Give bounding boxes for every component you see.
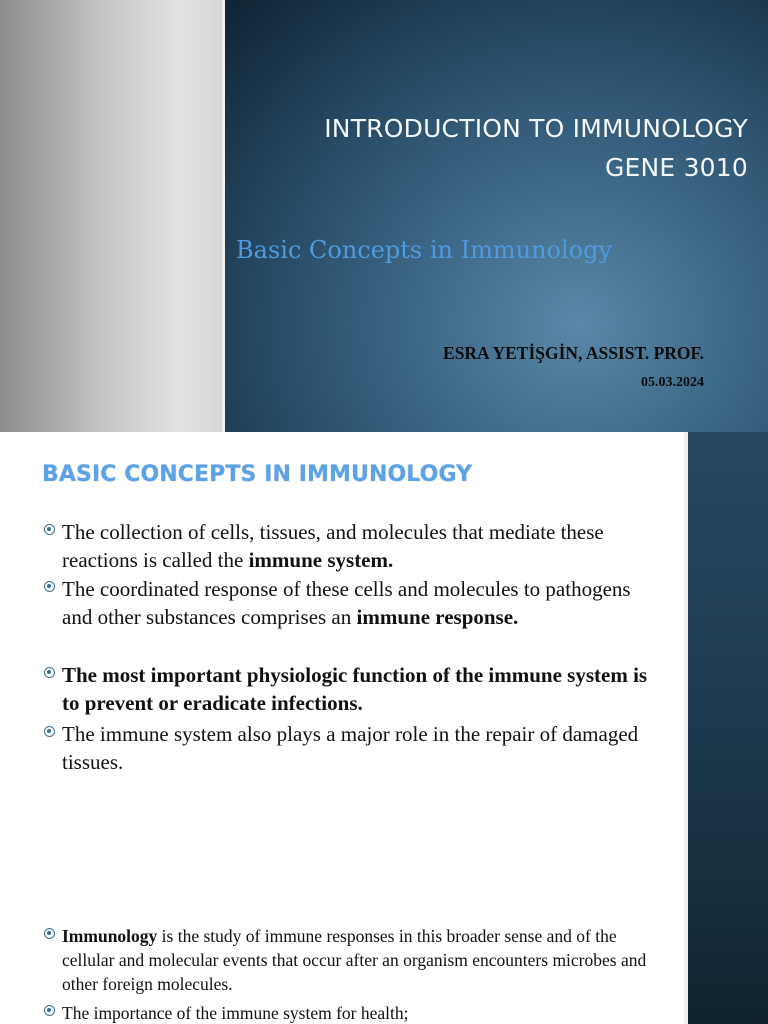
content-slide-heading: BASIC CONCEPTS IN IMMUNOLOGY xyxy=(42,462,473,487)
presentation-date: 05.03.2024 xyxy=(641,375,704,390)
circle-dot-icon xyxy=(44,726,55,737)
bullet-text: The most important physiologic function of the immune system is to prevent or eradicate infections. xyxy=(62,663,648,715)
content-slide-side-panel xyxy=(684,432,768,1024)
bullet-text: The importance of the immune system for health; xyxy=(62,1003,409,1023)
bullet-item xyxy=(44,518,664,574)
author-name: ESRA YETİŞGİN, ASSIST. PROF. xyxy=(443,343,704,363)
bullet-item xyxy=(44,575,664,631)
bullet-item xyxy=(44,720,664,776)
circle-dot-icon xyxy=(44,524,55,535)
bullet-item xyxy=(44,1001,664,1024)
content-slide xyxy=(0,432,768,1024)
bullet-text: Immunology is the study of immune responses in this broader sense and of the cellular and molecular events that occur after an organism encounters microbes and other foreign molecules. xyxy=(62,926,647,994)
circle-dot-icon xyxy=(44,667,55,678)
title-slide-background xyxy=(225,0,768,432)
slide-subtitle: Basic Concepts in Immunology xyxy=(236,236,613,264)
bullet-item xyxy=(44,924,664,996)
bullet-item xyxy=(44,661,664,717)
title-slide xyxy=(0,0,768,432)
bullet-text: The immune system also plays a major role in the repair of damaged tissues. xyxy=(62,722,639,774)
circle-dot-icon xyxy=(44,1005,55,1016)
slide-title-line-2: GENE 3010 xyxy=(604,153,748,182)
bullet-text: The collection of cells, tissues, and molecules that mediate these reactions is called the immune system. xyxy=(62,520,604,572)
bullet-text: The coordinated response of these cells and molecules to pathogens and other substances comprises an immune response. xyxy=(62,577,631,629)
title-slide-left-panel xyxy=(0,0,224,432)
circle-dot-icon xyxy=(44,581,55,592)
side-panel-edge xyxy=(684,432,688,1024)
slide-title-line-1: INTRODUCTION TO IMMUNOLOGY xyxy=(324,114,748,143)
circle-dot-icon xyxy=(44,928,55,939)
